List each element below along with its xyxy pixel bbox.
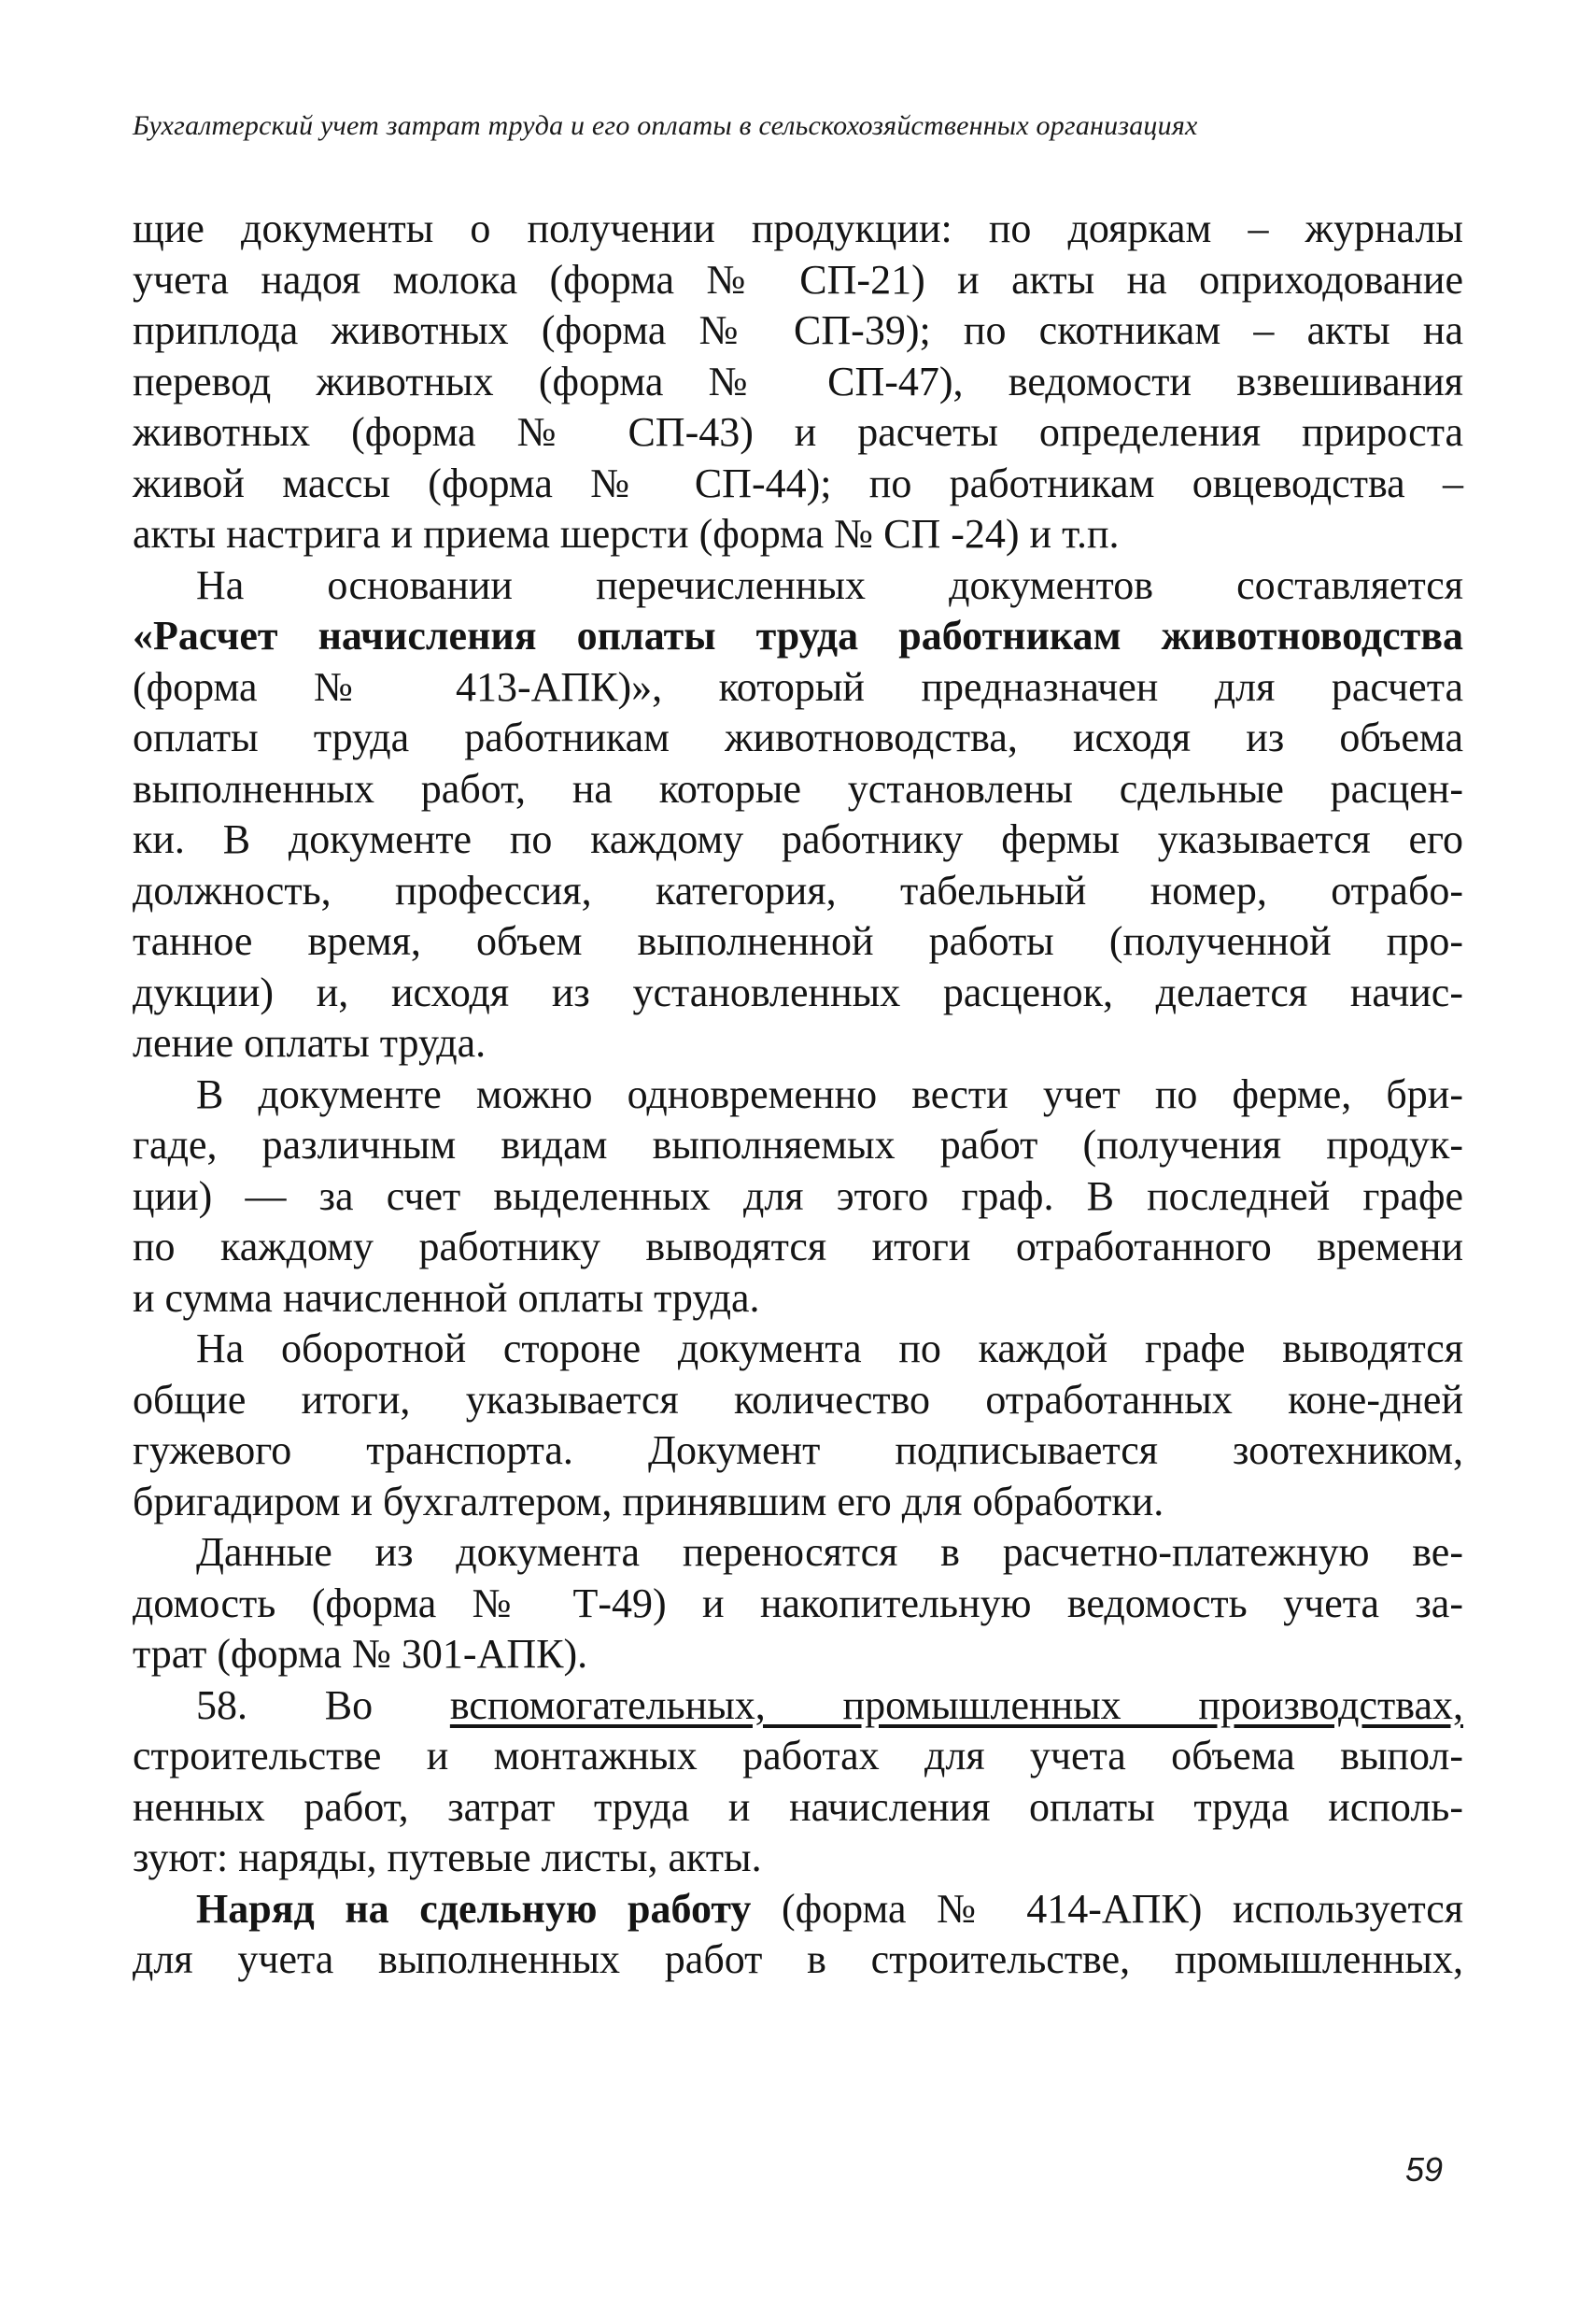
page-number: 59 — [1405, 2150, 1444, 2189]
text-line: строительстве и монтажных работах для учета объема выпол- — [133, 1733, 1463, 1778]
body-text — [133, 204, 1463, 1986]
text-line: оплаты труда работникам животноводства, исходя из объема — [133, 715, 1463, 760]
text-line: гаде, различным видам выполняемых работ (получения продук- — [133, 1122, 1463, 1168]
text-line: ки. В документе по каждому работнику фермы указывается его — [133, 816, 1463, 862]
text-line: должность, профессия, категория, табельный номер, отрабо- — [133, 867, 1463, 914]
text-line: бригадиром и бухгалтером, принявшим его для обработки. — [133, 1478, 1164, 1524]
text-line: ненных работ, затрат труда и начисления оплаты труда исполь- — [133, 1783, 1463, 1830]
paragraph-5 — [133, 1527, 1463, 1680]
text-line: Данные из документа переносятся в расчетно-платежную ве- — [196, 1529, 1463, 1575]
bold-document-title: «Расчет начисления оплаты труда работникам животноводства — [133, 613, 1463, 659]
text-line: танное время, объем выполненной работы (полученной про- — [133, 918, 1463, 964]
text-line: На оборотной стороне документа по каждой графе выводятся — [196, 1325, 1463, 1371]
text-line: живой массы (форма № СП-44); по работникам овцеводства – — [133, 460, 1463, 506]
paragraph-6 — [133, 1680, 1463, 1884]
paragraph-7 — [133, 1884, 1463, 1986]
text-line: акты настрига и приема шерсти (форма № СП -24) и т.п. — [133, 511, 1120, 557]
text-line: На основании перечисленных документов составляется — [196, 561, 1463, 608]
text-line: трат (форма № 301-АПК). — [133, 1631, 588, 1677]
text-line: ции) — за счет выделенных для этого граф. В последней графе — [133, 1172, 1463, 1219]
text-fragment: (форма № 414-АПК) используется — [751, 1885, 1463, 1932]
text-line: дукции) и, исходя из установленных расценок, делается начис- — [133, 969, 1463, 1015]
text-line: и сумма начисленной оплаты труда. — [133, 1274, 760, 1321]
text-line: В документе можно одновременно вести учет по ферме, бри- — [196, 1070, 1463, 1117]
paragraph-1 — [133, 204, 1463, 560]
paragraph-4 — [133, 1324, 1463, 1527]
text-line: (форма № 413-АПК)», который предназначен для расчета — [133, 663, 1463, 710]
text-line: общие итоги, указывается количество отработанных коне-дней — [133, 1376, 1463, 1423]
text-line: для учета выполненных работ в строительстве, промышленных, — [133, 1936, 1463, 1982]
text-line: выполненных работ, на которые установлены сдельные расцен- — [133, 765, 1463, 812]
text-line: животных (форма № СП-43) и расчеты определения прироста — [133, 409, 1463, 455]
text-line: перевод животных (форма № СП-47), ведомости взвешивания — [133, 358, 1463, 404]
text-line: щие документы о получении продукции: по дояркам – журналы — [133, 205, 1463, 251]
text-line — [133, 1680, 1463, 1732]
text-line: учета надоя молока (форма № СП-21) и акты на оприходование — [133, 256, 1463, 303]
underlined-phrase: вспомогательных, промышленных производствах, — [449, 1681, 1463, 1728]
paragraph-3 — [133, 1070, 1463, 1325]
text-line — [133, 1884, 1463, 1935]
text-line: приплода животных (форма № СП-39); по скотникам – акты на — [133, 307, 1463, 353]
text-line: домость (форма № Т-49) и накопительную ведомость учета за- — [133, 1580, 1463, 1626]
paragraph-2 — [133, 560, 1463, 1070]
text-line: по каждому работнику выводятся итоги отработанного времени — [133, 1224, 1463, 1269]
text-line: гужевого транспорта. Документ подписывается зоотехником, — [133, 1427, 1463, 1473]
running-header: Бухгалтерский учет затрат труда и его оплаты в сельскохозяйственных организациях — [133, 110, 1198, 141]
item-number-prefix: 58. Во — [196, 1681, 450, 1728]
bold-term: Наряд на сдельную работу — [196, 1885, 752, 1932]
text-line: зуют: наряды, путевые листы, акты. — [133, 1835, 762, 1880]
text-line: ление оплаты труда. — [133, 1020, 487, 1066]
